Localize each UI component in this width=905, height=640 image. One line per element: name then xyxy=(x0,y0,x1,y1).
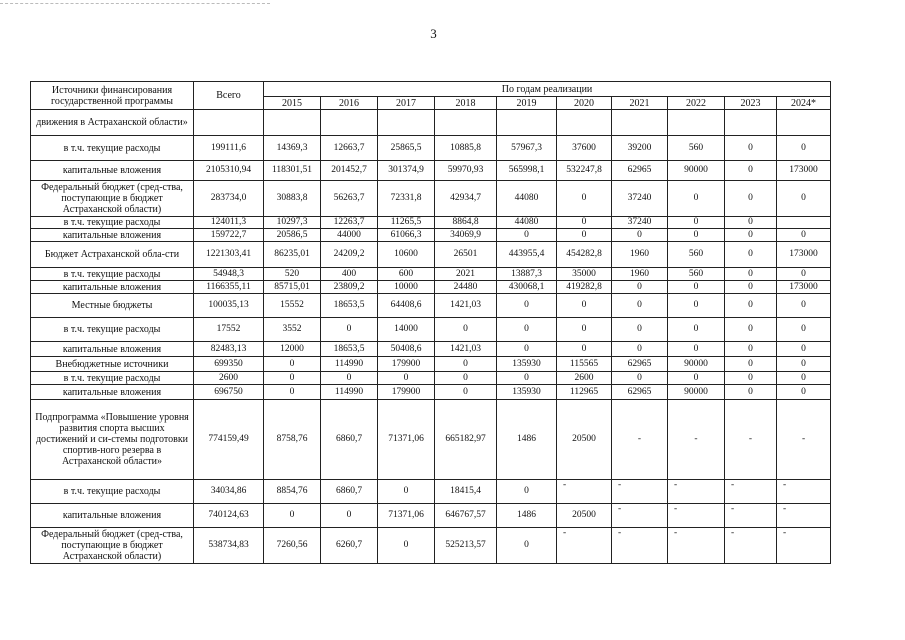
cell-2020: - xyxy=(557,528,612,564)
table-row xyxy=(31,372,831,385)
cell-2017: 71371,06 xyxy=(378,400,435,480)
cell-2017: 600 xyxy=(378,268,435,281)
cell-2024: - xyxy=(777,400,831,480)
table-row xyxy=(31,357,831,372)
cell-2024: 0 xyxy=(777,342,831,357)
cell-2018: 26501 xyxy=(435,242,497,268)
cell-2018: 34069,9 xyxy=(435,229,497,242)
cell-2019: 135930 xyxy=(497,357,557,372)
cell-2024: 173000 xyxy=(777,161,831,181)
table-row xyxy=(31,268,831,281)
cell-2024: 0 xyxy=(777,229,831,242)
cell-2020: 115565 xyxy=(557,357,612,372)
header-source: Источники финансирования государственной программы xyxy=(31,82,194,110)
cell-2017: 10000 xyxy=(378,281,435,294)
header-total: Всего xyxy=(194,82,264,110)
cell-2017: 14000 xyxy=(378,318,435,342)
table-row xyxy=(31,400,831,480)
cell-2021: - xyxy=(612,528,668,564)
cell-2016: 201452,7 xyxy=(321,161,378,181)
row-label: в т.ч. текущие расходы xyxy=(31,136,194,161)
cell-2016 xyxy=(321,110,378,136)
cell-2024: 0 xyxy=(777,136,831,161)
row-label: капитальные вложения xyxy=(31,161,194,181)
table-row xyxy=(31,136,831,161)
cell-2019: 57967,3 xyxy=(497,136,557,161)
cell-2019 xyxy=(497,110,557,136)
cell-2016: 6860,7 xyxy=(321,480,378,504)
cell-2018: 665182,97 xyxy=(435,400,497,480)
cell-2022: 0 xyxy=(668,217,725,229)
cell-2018: 24480 xyxy=(435,281,497,294)
cell-2017: 64408,6 xyxy=(378,294,435,318)
cell-2016: 6860,7 xyxy=(321,400,378,480)
header-year: 2017 xyxy=(378,97,435,110)
cell-2016: 12663,7 xyxy=(321,136,378,161)
cell-2024: 0 xyxy=(777,318,831,342)
header-year: 2016 xyxy=(321,97,378,110)
table-row xyxy=(31,385,831,400)
cell-2022: - xyxy=(668,400,725,480)
cell-2020: 20500 xyxy=(557,504,612,528)
cell-2020: 0 xyxy=(557,181,612,217)
table-body xyxy=(31,110,831,564)
cell-2018: 42934,7 xyxy=(435,181,497,217)
row-total: 34034,86 xyxy=(194,480,264,504)
cell-2015: 10297,3 xyxy=(264,217,321,229)
cell-2023: 0 xyxy=(725,372,777,385)
row-label: капитальные вложения xyxy=(31,385,194,400)
cell-2017: 72331,8 xyxy=(378,181,435,217)
cell-2024: 0 xyxy=(777,181,831,217)
row-label: Внебюджетные источники xyxy=(31,357,194,372)
cell-2018: 1421,03 xyxy=(435,342,497,357)
cell-2023: 0 xyxy=(725,268,777,281)
cell-2018: 0 xyxy=(435,372,497,385)
cell-2020 xyxy=(557,110,612,136)
cell-2017: 179900 xyxy=(378,385,435,400)
cell-2019: 0 xyxy=(497,480,557,504)
header-year: 2018 xyxy=(435,97,497,110)
cell-2019: 0 xyxy=(497,294,557,318)
cell-2024: 0 xyxy=(777,268,831,281)
cell-2016: 0 xyxy=(321,372,378,385)
cell-2022: 0 xyxy=(668,229,725,242)
cell-2015: 0 xyxy=(264,504,321,528)
cell-2024: 0 xyxy=(777,357,831,372)
cell-2021: - xyxy=(612,400,668,480)
row-total: 740124,63 xyxy=(194,504,264,528)
table-row xyxy=(31,504,831,528)
row-label: в т.ч. текущие расходы xyxy=(31,318,194,342)
row-label: в т.ч. текущие расходы xyxy=(31,372,194,385)
cell-2015 xyxy=(264,110,321,136)
cell-2023: 0 xyxy=(725,281,777,294)
cell-2018: 0 xyxy=(435,357,497,372)
header-year: 2021 xyxy=(612,97,668,110)
row-label: капитальные вложения xyxy=(31,342,194,357)
cell-2020: 419282,8 xyxy=(557,281,612,294)
row-total: 696750 xyxy=(194,385,264,400)
cell-2022: 0 xyxy=(668,294,725,318)
cell-2023: 0 xyxy=(725,242,777,268)
cell-2015: 520 xyxy=(264,268,321,281)
cell-2020: 35000 xyxy=(557,268,612,281)
cell-2023: 0 xyxy=(725,385,777,400)
cell-2024: 173000 xyxy=(777,281,831,294)
row-label: в т.ч. текущие расходы xyxy=(31,217,194,229)
cell-2016: 56263,7 xyxy=(321,181,378,217)
cell-2021: 0 xyxy=(612,372,668,385)
cell-2019: 0 xyxy=(497,318,557,342)
cell-2015: 15552 xyxy=(264,294,321,318)
cell-2021: 0 xyxy=(612,294,668,318)
cell-2020: 0 xyxy=(557,318,612,342)
cell-2021: 0 xyxy=(612,318,668,342)
cell-2017: 11265,5 xyxy=(378,217,435,229)
cell-2024 xyxy=(777,110,831,136)
row-total: 699350 xyxy=(194,357,264,372)
header-year: 2020 xyxy=(557,97,612,110)
cell-2023: 0 xyxy=(725,136,777,161)
cell-2016: 6260,7 xyxy=(321,528,378,564)
cell-2017: 50408,6 xyxy=(378,342,435,357)
funding-table xyxy=(30,81,831,564)
cell-2022: 0 xyxy=(668,372,725,385)
header-year: 2015 xyxy=(264,97,321,110)
row-total: 159722,7 xyxy=(194,229,264,242)
cell-2016: 12263,7 xyxy=(321,217,378,229)
cell-2021: 0 xyxy=(612,281,668,294)
table-row xyxy=(31,342,831,357)
cell-2016: 0 xyxy=(321,504,378,528)
row-total: 54948,3 xyxy=(194,268,264,281)
cell-2019: 1486 xyxy=(497,400,557,480)
cell-2023: 0 xyxy=(725,357,777,372)
cell-2016: 0 xyxy=(321,318,378,342)
cell-2018: 2021 xyxy=(435,268,497,281)
cell-2016: 114990 xyxy=(321,385,378,400)
cell-2015: 8758,76 xyxy=(264,400,321,480)
cell-2023: 0 xyxy=(725,342,777,357)
cell-2022: 0 xyxy=(668,181,725,217)
cell-2017: 61066,3 xyxy=(378,229,435,242)
cell-2019: 13887,3 xyxy=(497,268,557,281)
cell-2024: 173000 xyxy=(777,242,831,268)
cell-2021: 0 xyxy=(612,229,668,242)
cell-2019: 430068,1 xyxy=(497,281,557,294)
row-label: в т.ч. текущие расходы xyxy=(31,480,194,504)
cell-2017: 0 xyxy=(378,528,435,564)
cell-2022: 560 xyxy=(668,136,725,161)
cell-2023: 0 xyxy=(725,217,777,229)
row-total: 283734,0 xyxy=(194,181,264,217)
cell-2017: 301374,9 xyxy=(378,161,435,181)
row-label: в т.ч. текущие расходы xyxy=(31,268,194,281)
cell-2022: 90000 xyxy=(668,385,725,400)
cell-2020: 20500 xyxy=(557,400,612,480)
cell-2021: - xyxy=(612,480,668,504)
cell-2021: 1960 xyxy=(612,242,668,268)
cell-2024: 0 xyxy=(777,385,831,400)
table-row xyxy=(31,294,831,318)
cell-2021: 62965 xyxy=(612,385,668,400)
row-label: Подпрограмма «Повышение уровня развития спорта высших достижений и си-стемы подготовки спортив-ного резерва в Астраханской области» xyxy=(31,400,194,480)
cell-2020: 532247,8 xyxy=(557,161,612,181)
cell-2023: 0 xyxy=(725,161,777,181)
cell-2024: 0 xyxy=(777,294,831,318)
cell-2015: 30883,8 xyxy=(264,181,321,217)
cell-2018: 18415,4 xyxy=(435,480,497,504)
row-label: капитальные вложения xyxy=(31,504,194,528)
cell-2016: 114990 xyxy=(321,357,378,372)
table-row xyxy=(31,318,831,342)
page-number: 3 xyxy=(430,26,437,41)
row-total: 124011,3 xyxy=(194,217,264,229)
table-row xyxy=(31,281,831,294)
cell-2016: 400 xyxy=(321,268,378,281)
row-total: 17552 xyxy=(194,318,264,342)
cell-2024: 0 xyxy=(777,372,831,385)
cell-2016: 18653,5 xyxy=(321,294,378,318)
cell-2017: 71371,06 xyxy=(378,504,435,528)
row-total: 1166355,11 xyxy=(194,281,264,294)
cell-2020: 0 xyxy=(557,229,612,242)
cell-2019: 443955,4 xyxy=(497,242,557,268)
cell-2016: 44000 xyxy=(321,229,378,242)
cell-2023: 0 xyxy=(725,181,777,217)
cell-2022 xyxy=(668,110,725,136)
cell-2020: - xyxy=(557,480,612,504)
cell-2020: 2600 xyxy=(557,372,612,385)
cell-2017 xyxy=(378,110,435,136)
header-year: 2024* xyxy=(777,97,831,110)
cell-2018: 8864,8 xyxy=(435,217,497,229)
row-total: 538734,83 xyxy=(194,528,264,564)
cell-2022: 90000 xyxy=(668,161,725,181)
table-row xyxy=(31,217,831,229)
cell-2018: 646767,57 xyxy=(435,504,497,528)
cell-2020: 0 xyxy=(557,342,612,357)
cell-2023: - xyxy=(725,504,777,528)
cell-2020: 454282,8 xyxy=(557,242,612,268)
table-row xyxy=(31,229,831,242)
cell-2015: 7260,56 xyxy=(264,528,321,564)
cell-2024: - xyxy=(777,504,831,528)
row-total: 199111,6 xyxy=(194,136,264,161)
cell-2022: - xyxy=(668,480,725,504)
cell-2023: 0 xyxy=(725,229,777,242)
cell-2017: 0 xyxy=(378,372,435,385)
cell-2020: 0 xyxy=(557,294,612,318)
cell-2023: - xyxy=(725,400,777,480)
cell-2022: 560 xyxy=(668,242,725,268)
cell-2016: 23809,2 xyxy=(321,281,378,294)
cell-2015: 0 xyxy=(264,385,321,400)
cell-2020: 37600 xyxy=(557,136,612,161)
cell-2019: 1486 xyxy=(497,504,557,528)
header-by-years: По годам реализации xyxy=(264,82,831,97)
cell-2015: 3552 xyxy=(264,318,321,342)
cell-2022: 0 xyxy=(668,318,725,342)
cell-2021: 0 xyxy=(612,342,668,357)
cell-2023: 0 xyxy=(725,294,777,318)
cell-2023: - xyxy=(725,480,777,504)
cell-2015: 86235,01 xyxy=(264,242,321,268)
cell-2022: 0 xyxy=(668,342,725,357)
cell-2021: 37240 xyxy=(612,217,668,229)
row-total: 82483,13 xyxy=(194,342,264,357)
cell-2017: 25865,5 xyxy=(378,136,435,161)
cell-2015: 118301,51 xyxy=(264,161,321,181)
cell-2021: - xyxy=(612,504,668,528)
row-total: 1221303,41 xyxy=(194,242,264,268)
row-label: движения в Астраханской области» xyxy=(31,110,194,136)
cell-2019: 44080 xyxy=(497,181,557,217)
cell-2019: 44080 xyxy=(497,217,557,229)
cell-2019: 135930 xyxy=(497,385,557,400)
cell-2015: 0 xyxy=(264,372,321,385)
cell-2015: 20586,5 xyxy=(264,229,321,242)
cell-2023: - xyxy=(725,528,777,564)
cell-2024: - xyxy=(777,528,831,564)
cell-2019: 0 xyxy=(497,342,557,357)
cell-2021: 39200 xyxy=(612,136,668,161)
table-row xyxy=(31,181,831,217)
cell-2018: 10885,8 xyxy=(435,136,497,161)
row-total: 2600 xyxy=(194,372,264,385)
cell-2019: 0 xyxy=(497,372,557,385)
cell-2023: 0 xyxy=(725,318,777,342)
header-year: 2022 xyxy=(668,97,725,110)
table-row xyxy=(31,110,831,136)
cell-2018 xyxy=(435,110,497,136)
cell-2018: 0 xyxy=(435,385,497,400)
cell-2019: 0 xyxy=(497,528,557,564)
cell-2016: 24209,2 xyxy=(321,242,378,268)
cell-2020: 0 xyxy=(557,217,612,229)
table-row xyxy=(31,161,831,181)
cell-2015: 14369,3 xyxy=(264,136,321,161)
cell-2018: 0 xyxy=(435,318,497,342)
row-label: Федеральный бюджет (сред-ства, поступающие в бюджет Астраханской области) xyxy=(31,528,194,564)
cell-2021: 62965 xyxy=(612,161,668,181)
cell-2021: 37240 xyxy=(612,181,668,217)
cell-2021 xyxy=(612,110,668,136)
cell-2015: 85715,01 xyxy=(264,281,321,294)
cell-2020: 112965 xyxy=(557,385,612,400)
row-total xyxy=(194,110,264,136)
table-row xyxy=(31,242,831,268)
row-total: 774159,49 xyxy=(194,400,264,480)
header-year: 2019 xyxy=(497,97,557,110)
cell-2023 xyxy=(725,110,777,136)
cell-2021: 62965 xyxy=(612,357,668,372)
cell-2019: 565998,1 xyxy=(497,161,557,181)
cell-2016: 18653,5 xyxy=(321,342,378,357)
row-label: капитальные вложения xyxy=(31,229,194,242)
table-row xyxy=(31,528,831,564)
row-label: Бюджет Астраханской обла-сти xyxy=(31,242,194,268)
top-rule xyxy=(0,3,270,4)
row-total: 100035,13 xyxy=(194,294,264,318)
cell-2022: 0 xyxy=(668,281,725,294)
cell-2022: - xyxy=(668,504,725,528)
cell-2022: 560 xyxy=(668,268,725,281)
cell-2015: 12000 xyxy=(264,342,321,357)
row-label: капитальные вложения xyxy=(31,281,194,294)
cell-2019: 0 xyxy=(497,229,557,242)
cell-2024: - xyxy=(777,480,831,504)
cell-2018: 59970,93 xyxy=(435,161,497,181)
cell-2017: 179900 xyxy=(378,357,435,372)
cell-2015: 0 xyxy=(264,357,321,372)
cell-2021: 1960 xyxy=(612,268,668,281)
table-row xyxy=(31,480,831,504)
cell-2018: 1421,03 xyxy=(435,294,497,318)
cell-2018: 525213,57 xyxy=(435,528,497,564)
cell-2015: 8854,76 xyxy=(264,480,321,504)
cell-2022: - xyxy=(668,528,725,564)
cell-2024 xyxy=(777,217,831,229)
cell-2022: 90000 xyxy=(668,357,725,372)
cell-2017: 0 xyxy=(378,480,435,504)
row-label: Местные бюджеты xyxy=(31,294,194,318)
row-label: Федеральный бюджет (сред-ства, поступающие в бюджет Астраханской области) xyxy=(31,181,194,217)
cell-2017: 10600 xyxy=(378,242,435,268)
row-total: 2105310,94 xyxy=(194,161,264,181)
header-year: 2023 xyxy=(725,97,777,110)
